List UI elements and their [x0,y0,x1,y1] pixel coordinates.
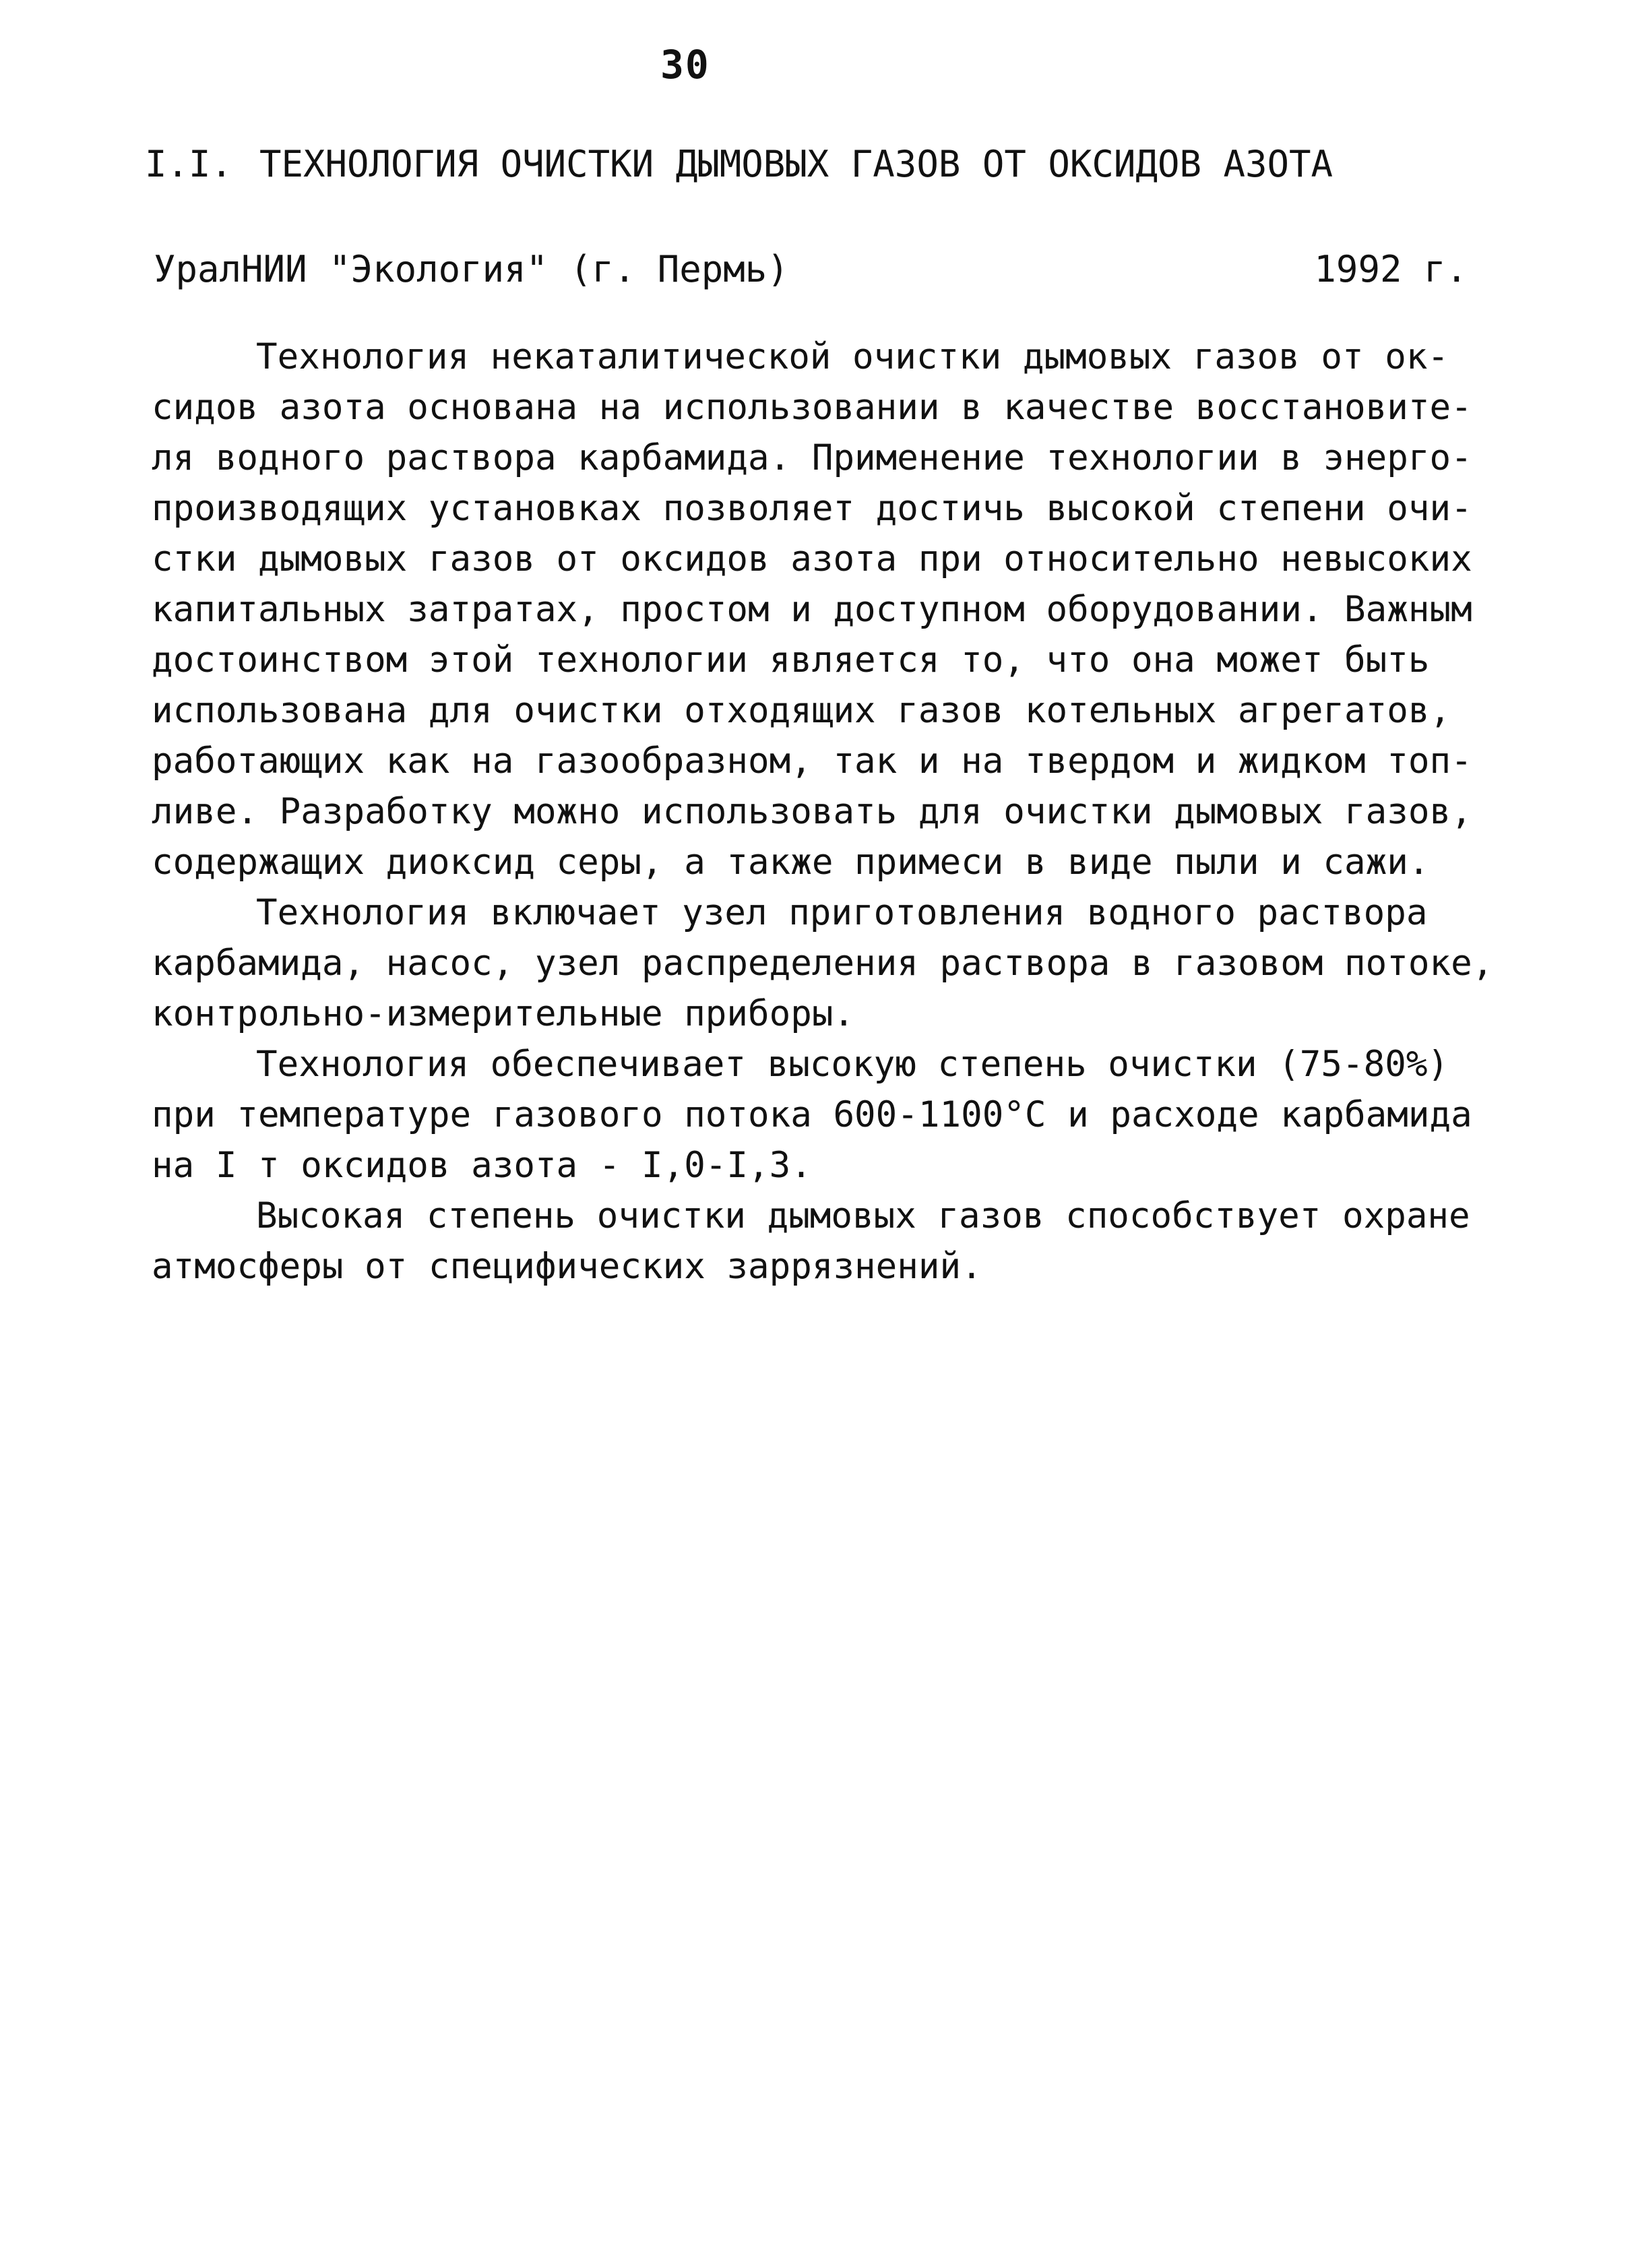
text-line: при температуре газового потока 600-1100°С и расходе карбамида [152,1094,1472,1135]
text-line: стки дымовых газов от оксидов азота при относительно невысоких [152,538,1472,579]
source-line [154,248,1468,290]
text-line: ля водного раствора карбамида. Применение технологии в энерго- [152,437,1472,478]
section-number: I.I. [145,143,233,185]
text-line: Технология включает узел приготовления водного раствора [256,892,1428,933]
text-line: капитальных затратах, простом и доступном оборудовании. Важным [152,589,1472,630]
text-line: использована для очистки отходящих газов котельных агрегатов, [152,690,1451,731]
text-line: сидов азота основана на использовании в качестве восстановите- [152,387,1472,428]
publication-year: 1992 г. [1314,248,1468,290]
text-line: достоинством этой технологии является то, что она может быть [152,639,1430,681]
text-line: контрольно-измерительные приборы. [152,993,855,1034]
text-line: атмосферы от специфических заррязнений. [152,1246,982,1287]
text-line: Высокая степень очистки дымовых газов способствует охране [256,1195,1470,1236]
page-number: 30 [660,42,710,88]
text-line: производящих установках позволяет достичь высокой степени очи- [152,488,1472,529]
text-line: содержащих диоксид серы, а также примеси в виде пыли и сажи. [152,842,1430,883]
section-heading [145,143,1333,185]
body-text [152,332,1499,1292]
text-line: на I т оксидов азота - I,0-I,3. [152,1145,812,1186]
text-line: работающих как на газообразном, так и на твердом и жидком топ- [152,741,1472,782]
text-line: ливе. Разработку можно использовать для очистки дымовых газов, [152,791,1472,832]
text-line: Технология некаталитической очистки дымовых газов от ок- [256,336,1449,377]
organization-name: УралНИИ "Экология" (г. Пермь) [154,248,789,290]
text-line: карбамида, насос, узел распределения раствора в газовом потоке, [152,943,1494,984]
section-title: ТЕХНОЛОГИЯ ОЧИСТКИ ДЫМОВЫХ ГАЗОВ ОТ ОКСИДОВ АЗОТА [259,143,1333,185]
text-line: Технология обеспечивает высокую степень очистки (75-80%) [256,1044,1449,1085]
